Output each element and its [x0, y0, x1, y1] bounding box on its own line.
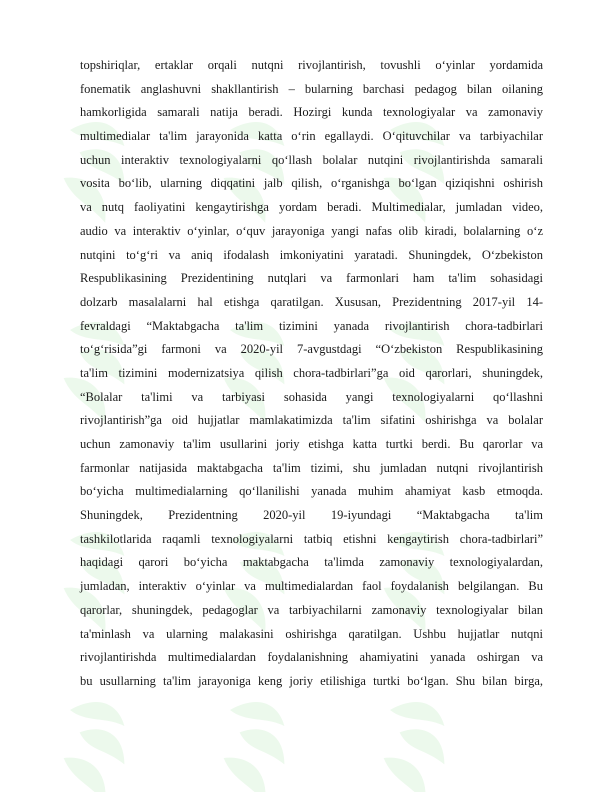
text-line: Shuningdek, Prezidentning 2020-yil 19-iyundagi “Maktabgacha ta'lim — [80, 508, 543, 523]
text-line: haqidagi qarori bo‘yicha maktabgacha ta'limda zamonaviy texnologiyalardan, — [80, 555, 543, 570]
text-line: multimedialar ta'lim jarayonida katta o‘rin egallaydi. O‘qituvchilar va tarbiyachilar — [80, 129, 543, 144]
text-line: “Bolalar ta'limi va tarbiyasi sohasida yangi texnologiyalarni qo‘llashni — [80, 389, 543, 404]
text-line: vosita bo‘lib, ularning diqqatini jalb qilish, o‘rganishga bo‘lgan qiziqishni oshirish — [80, 176, 543, 191]
leaf-logo-icon — [224, 702, 285, 792]
document-body — [80, 54, 543, 694]
leaf-logo-icon — [384, 702, 445, 792]
text-line: to‘g‘risida”gi farmoni va 2020-yil 7-avgustdagi “O‘zbekiston Respublikasining — [80, 342, 543, 357]
text-line: fonematik anglashuvni shakllantirish – bularning barchasi pedagog bilan oilaning — [80, 81, 543, 96]
text-line: rivojlantirishda multimedialardan foydalanishning ahamiyatini yanada oshirgan va — [80, 650, 543, 665]
text-line: nutqini to‘g‘ri va aniq ifodalash imkoniyatini yaratadi. Shuningdek, O‘zbekiston — [80, 247, 543, 262]
text-line: jumladan, interaktiv o‘yinlar va multimedialardan faol foydalanish belgilangan. Bu — [80, 579, 543, 594]
text-line: bu usullarning ta'lim jarayoniga keng joriy etilishiga turtki bo‘lgan. Shu bilan birga, — [80, 673, 543, 688]
text-line: qarorlar, shuningdek, pedagoglar va tarbiyachilarni zamonaviy texnologiyalar bilan — [80, 602, 543, 617]
text-line: farmonlar natijasida maktabgacha ta'lim tizimi, shu jumladan nutqni rivojlantirish — [80, 460, 543, 475]
text-line: ta'lim tizimini modernizatsiya qilish chora-tadbirlari”ga oid qarorlari, shuningdek, — [80, 365, 543, 380]
text-line: uchun interaktiv texnologiyalarni qo‘llash bolalar nutqini rivojlantirishda samarali — [80, 152, 543, 167]
text-line: fevraldagi “Maktabgacha ta'lim tizimini yanada rivojlantirish chora-tadbirlari — [80, 318, 543, 333]
text-line: hamkorligida samarali natija beradi. Hozirgi kunda texnologiyalar va zamonaviy — [80, 105, 543, 120]
text-line: tashkilotlarida raqamli texnologiyalarni tatbiq etishni kengaytirish chora-tadbirlari” — [80, 531, 543, 546]
leaf-logo-icon — [64, 702, 125, 792]
text-line: dolzarb masalalarni hal etishga qaratilgan. Xususan, Prezidentning 2017-yil 14- — [80, 294, 543, 309]
text-line: topshiriqlar, ertaklar orqali nutqni rivojlantirish, tovushli o‘yinlar yordamida — [80, 58, 543, 72]
text-line: bo‘yicha multimedialarning qo‘llanilishi yanada muhim ahamiyat kasb etmoqda. — [80, 484, 543, 499]
text-line: rivojlantirish”ga oid hujjatlar mamlakatimizda ta'lim sifatini oshirishga va bolalar — [80, 413, 543, 428]
text-line: Respublikasining Prezidentining nutqlari va farmonlari ham ta'lim sohasidagi — [80, 271, 543, 286]
text-line: va nutq faoliyatini kengaytirishga yordam beradi. Multimedialar, jumladan video, — [80, 200, 543, 215]
text-line: ta'minlash va ularning malakasini oshirishga qaratilgan. Ushbu hujjatlar nutqni — [80, 626, 543, 641]
text-line: audio va interaktiv o‘yinlar, o‘quv jarayoniga yangi nafas olib kiradi, bolalarning o‘z — [80, 223, 543, 238]
text-line: uchun zamonaviy ta'lim usullarini joriy etishga katta turtki berdi. Bu qarorlar va — [80, 437, 543, 451]
